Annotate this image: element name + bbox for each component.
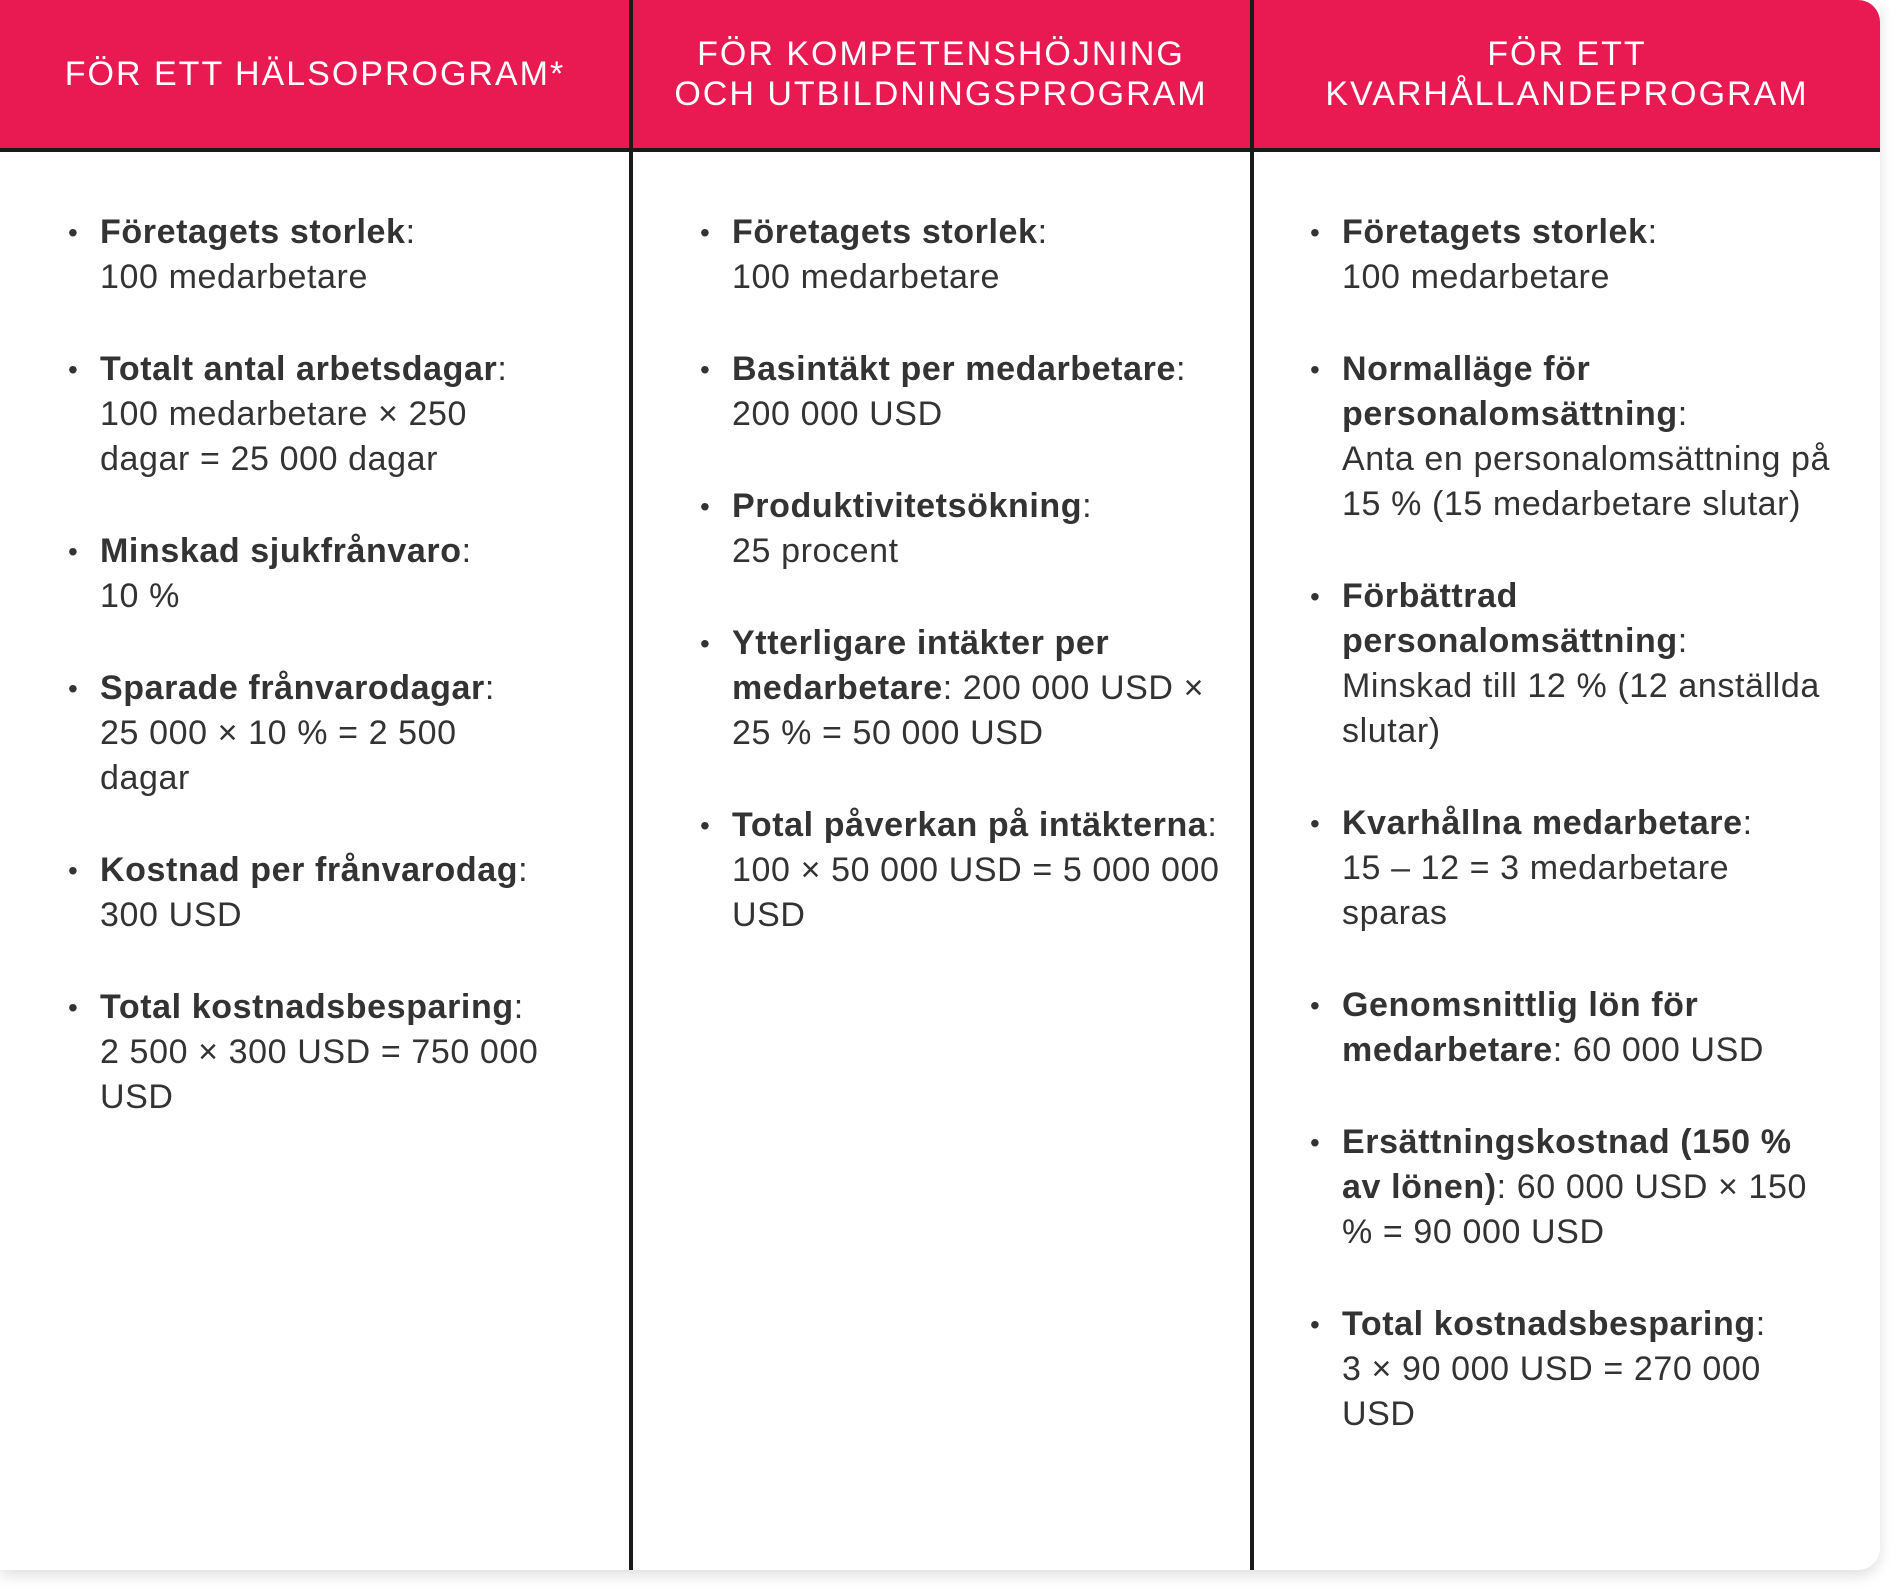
item-separator: :	[1742, 804, 1753, 842]
item-value: 10 %	[100, 577, 180, 615]
item-label: Total kostnadsbesparing	[1342, 1305, 1756, 1343]
column-divider	[1250, 0, 1254, 1570]
item-label: Företagets storlek	[1342, 213, 1648, 251]
item-label: Ytterligare intäkter per medarbetare	[732, 624, 1110, 707]
bullet-icon: •	[1310, 1309, 1321, 1340]
item-value: 25 000 × 10 % = 2 500 dagar	[100, 714, 457, 797]
item-label: Ersättningskostnad (150 % av lönen)	[1342, 1123, 1792, 1206]
item-label: Företagets storlek	[732, 213, 1038, 251]
bullet-icon: •	[1310, 1127, 1321, 1158]
list-item	[1312, 801, 1832, 936]
bullet-icon: •	[700, 217, 711, 248]
bullet-list	[1312, 210, 1832, 1437]
item-label: Minskad sjukfrånvaro	[100, 532, 462, 570]
column-heading-upskilling	[632, 0, 1250, 148]
item-value: 3 × 90 000 USD = 270 000 USD	[1342, 1350, 1761, 1433]
bullet-icon: •	[700, 628, 711, 659]
list-item	[70, 210, 550, 300]
list-item	[70, 985, 550, 1120]
item-separator: :	[405, 213, 416, 251]
bullet-icon: •	[1310, 354, 1321, 385]
bullet-list	[70, 210, 550, 1120]
item-value: 300 USD	[100, 896, 243, 934]
item-separator: :	[1552, 1031, 1563, 1069]
list-item	[1312, 1302, 1832, 1437]
item-label: Total påverkan på intäkterna	[732, 806, 1208, 844]
list-item	[702, 347, 1222, 437]
heading-text: FÖR KOMPETENSHÖJNING OCH UTBILDNINGSPROGRAM	[674, 35, 1208, 113]
list-item	[70, 529, 550, 619]
item-separator: :	[1677, 395, 1688, 433]
heading-text: FÖR ETT KVARHÅLLANDEPROGRAM	[1325, 35, 1809, 113]
item-separator: :	[1037, 213, 1048, 251]
item-separator: :	[513, 988, 524, 1026]
item-label: Produktivitetsökning	[732, 487, 1083, 525]
column-retention	[1312, 152, 1832, 1437]
item-separator: :	[1082, 487, 1093, 525]
column-heading-health	[0, 0, 630, 148]
item-separator: :	[1647, 213, 1658, 251]
bullet-icon: •	[68, 673, 79, 704]
item-separator: :	[1755, 1305, 1766, 1343]
item-value: 15 – 12 = 3 medarbetare sparas	[1342, 849, 1730, 932]
heading-text: FÖR ETT HÄLSOPROGRAM*	[64, 55, 566, 93]
item-separator: :	[484, 669, 495, 707]
bullet-icon: •	[700, 810, 711, 841]
item-label: Basintäkt per medarbetare	[732, 350, 1176, 388]
column-divider	[629, 0, 633, 1570]
item-separator: :	[1496, 1168, 1507, 1206]
item-label: Total kostnadsbesparing	[100, 988, 514, 1026]
list-item	[702, 803, 1222, 938]
item-label: Kvarhållna medarbetare	[1342, 804, 1743, 842]
item-value: 100 medarbetare × 250 dagar = 25 000 dagar	[100, 395, 468, 478]
item-value: Minskad till 12 % (12 anställda slutar)	[1342, 667, 1820, 750]
list-item	[1312, 983, 1832, 1073]
bullet-icon: •	[68, 992, 79, 1023]
column-heading-retention	[1254, 0, 1880, 148]
header-bar	[0, 0, 1880, 152]
list-item	[702, 621, 1222, 756]
bullet-icon: •	[700, 491, 711, 522]
item-label: Normalläge för personalomsättning	[1342, 350, 1678, 433]
bullet-icon: •	[1310, 808, 1321, 839]
item-value: 2 500 × 300 USD = 750 000 USD	[100, 1033, 539, 1116]
list-item	[70, 347, 550, 482]
list-item	[70, 848, 550, 938]
bullet-icon: •	[1310, 581, 1321, 612]
list-item	[702, 484, 1222, 574]
item-value: 100 medarbetare	[100, 258, 368, 296]
item-value: 100 medarbetare	[1342, 258, 1610, 296]
item-value: 200 000 USD × 25 % = 50 000 USD	[732, 669, 1205, 752]
item-separator: :	[942, 669, 953, 707]
list-item	[1312, 347, 1832, 527]
item-value: Anta en personalomsättning på 15 % (15 medarbetare slutar)	[1342, 440, 1831, 523]
item-value: 100 × 50 000 USD = 5 000 000 USD	[732, 851, 1220, 934]
bullet-icon: •	[1310, 990, 1321, 1021]
item-label: Genomsnittlig lön för medarbetare	[1342, 986, 1699, 1069]
item-value: 100 medarbetare	[732, 258, 1000, 296]
bullet-icon: •	[68, 536, 79, 567]
item-separator: :	[1207, 806, 1218, 844]
bullet-icon: •	[68, 855, 79, 886]
item-value: 25 procent	[732, 532, 899, 570]
item-separator: :	[1175, 350, 1186, 388]
item-separator: :	[518, 851, 529, 889]
item-label: Förbättrad personalomsättning	[1342, 577, 1678, 660]
item-label: Totalt antal arbetsdagar	[100, 350, 498, 388]
list-item	[1312, 1120, 1832, 1255]
item-separator: :	[1677, 622, 1688, 660]
item-label: Kostnad per frånvarodag	[100, 851, 519, 889]
list-item	[1312, 574, 1832, 754]
item-value: 200 000 USD	[732, 395, 943, 433]
item-separator: :	[497, 350, 508, 388]
column-upskilling	[702, 152, 1222, 938]
item-value: 60 000 USD	[1562, 1031, 1765, 1069]
bullet-list	[702, 210, 1222, 938]
bullet-icon: •	[68, 354, 79, 385]
list-item	[702, 210, 1222, 300]
list-item	[70, 666, 550, 801]
column-health	[70, 152, 550, 1120]
item-label: Företagets storlek	[100, 213, 406, 251]
bullet-icon: •	[68, 217, 79, 248]
item-label: Sparade frånvarodagar	[100, 669, 485, 707]
bullet-icon: •	[700, 354, 711, 385]
item-separator: :	[461, 532, 472, 570]
list-item	[1312, 210, 1832, 300]
item-value: 60 000 USD × 150 % = 90 000 USD	[1342, 1168, 1808, 1251]
bullet-icon: •	[1310, 217, 1321, 248]
